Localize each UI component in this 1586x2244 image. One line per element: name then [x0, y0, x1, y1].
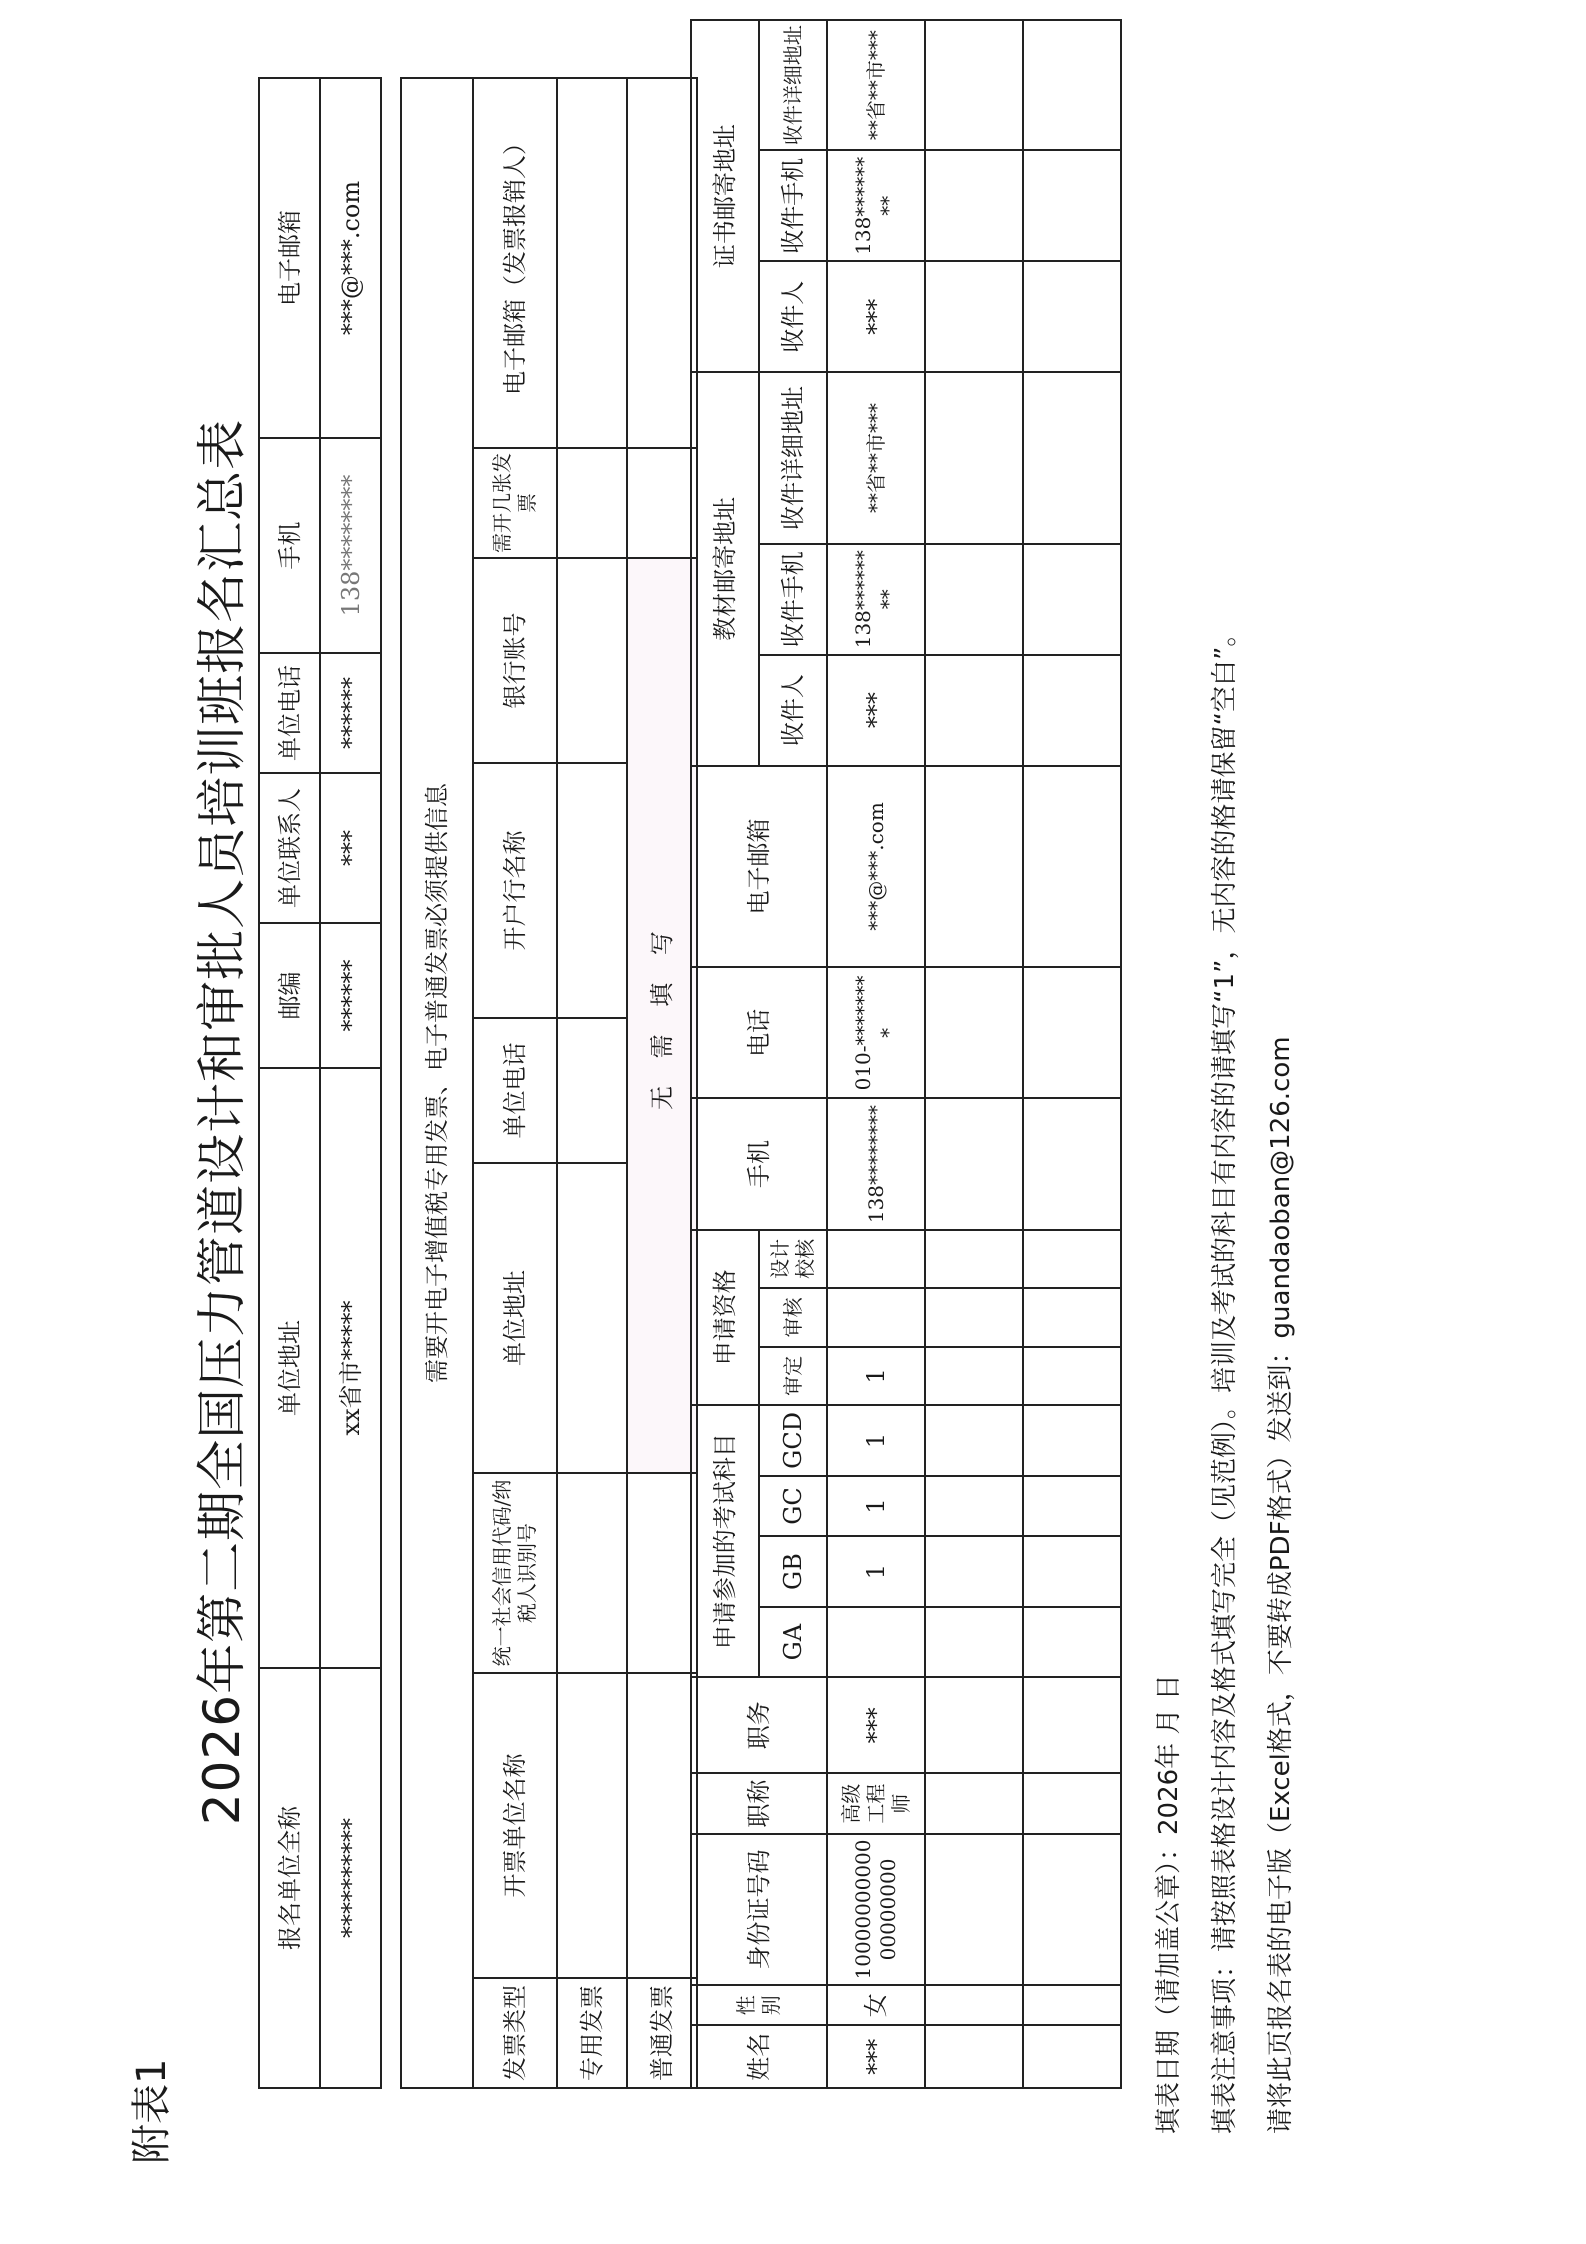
header-invoice-type: 发票类型: [473, 1978, 557, 2088]
unit-info-value-row: [320, 78, 381, 2088]
header-qualification: 申请资格: [691, 1230, 759, 1406]
empty-cell[interactable]: [1023, 372, 1121, 544]
header-id-number: 身份证号码: [691, 1834, 827, 1985]
invoice-cell[interactable]: [627, 1473, 697, 1673]
header-postcode: 邮编: [259, 923, 320, 1068]
empty-cell[interactable]: [1023, 1536, 1121, 1607]
empty-cell[interactable]: [925, 20, 1023, 150]
header-textbook-address: 教材邮寄地址: [691, 372, 759, 765]
ct-mobile-cell[interactable]: 138********: [827, 150, 925, 261]
invoice-cell[interactable]: [557, 1018, 627, 1163]
header-exam-gcd: GCD: [759, 1405, 827, 1476]
participant-id[interactable]: 1000000000000000000: [827, 1834, 925, 1985]
empty-cell[interactable]: [1023, 967, 1121, 1098]
header-tb-recipient: 收件人: [759, 655, 827, 766]
invoice-cell[interactable]: [557, 448, 627, 558]
header-unit-name: 报名单位全称: [259, 1668, 320, 2088]
header-ct-recipient: 收件人: [759, 261, 827, 372]
no-fill-note: 无 需 填 写: [627, 558, 697, 1473]
participants-header-row-1: [691, 20, 759, 2088]
unit-info-table: [258, 77, 382, 2089]
email-cell[interactable]: ***@***.com: [320, 78, 381, 438]
invoice-banner: 需要开电子增值税专用发票、电子普通发票必须提供信息: [401, 78, 473, 2088]
qual-approve-cell[interactable]: 1: [827, 1347, 925, 1406]
empty-cell[interactable]: [1023, 1098, 1121, 1229]
participant-position[interactable]: ***: [827, 1677, 925, 1773]
empty-cell[interactable]: [925, 1230, 1023, 1289]
unit-info-header-row: [259, 78, 320, 2088]
invoice-cell[interactable]: [557, 763, 627, 1018]
invoice-cell[interactable]: [557, 78, 627, 448]
empty-cell[interactable]: [925, 1288, 1023, 1347]
header-contact: 单位联系人: [259, 773, 320, 923]
empty-cell[interactable]: [1023, 544, 1121, 655]
empty-cell[interactable]: [925, 1098, 1023, 1229]
invoice-cell[interactable]: [557, 1673, 627, 1978]
header-gender: 性别: [691, 1985, 827, 2025]
ct-address-cell[interactable]: **省**市***: [827, 20, 925, 150]
empty-cell[interactable]: [1023, 1834, 1121, 1985]
postcode-cell[interactable]: ******: [320, 923, 381, 1068]
participant-gender[interactable]: 女: [827, 1985, 925, 2025]
contact-cell[interactable]: ***: [320, 773, 381, 923]
header-invoice-count: 需开几张发票: [473, 448, 557, 558]
header-tb-mobile: 收件手机: [759, 544, 827, 655]
qual-review-cell[interactable]: [827, 1288, 925, 1347]
header-invoice-phone: 单位电话: [473, 1018, 557, 1163]
empty-cell[interactable]: [925, 1985, 1023, 2025]
empty-cell[interactable]: [1023, 1773, 1121, 1834]
exam-gb-cell[interactable]: 1: [827, 1536, 925, 1607]
exam-gcd-cell[interactable]: 1: [827, 1405, 925, 1476]
invoice-cell[interactable]: [557, 1473, 627, 1673]
header-ct-mobile: 收件手机: [759, 150, 827, 261]
participant-mobile[interactable]: 138********: [827, 1098, 925, 1229]
participant-name[interactable]: ***: [827, 2025, 925, 2088]
page-title: 2026年第二期全国压力管道设计和审批人员培训班报名汇总表: [193, 418, 251, 1826]
empty-cell[interactable]: [1023, 1230, 1121, 1289]
exam-ga-cell[interactable]: [827, 1607, 925, 1678]
invoice-cell[interactable]: [627, 1673, 697, 1978]
participant-email[interactable]: ***@***.com: [827, 766, 925, 968]
header-mobile: 手机: [691, 1098, 827, 1229]
empty-cell[interactable]: [1023, 655, 1121, 766]
unit-address-cell[interactable]: xx省市*****: [320, 1068, 381, 1668]
empty-cell[interactable]: [1023, 1607, 1121, 1678]
mobile-cell[interactable]: 138********: [320, 438, 381, 653]
unit-name-cell[interactable]: **********: [320, 1668, 381, 2088]
header-email: 电子邮箱: [691, 766, 827, 968]
invoice-row-special: [557, 78, 627, 2088]
empty-cell[interactable]: [1023, 1985, 1121, 2025]
header-unit-phone: 单位电话: [259, 653, 320, 773]
header-exam-gc: GC: [759, 1476, 827, 1537]
qual-check-cell[interactable]: [827, 1230, 925, 1289]
participant-title[interactable]: 高级工程师: [827, 1773, 925, 1834]
tb-recipient-cell[interactable]: ***: [827, 655, 925, 766]
invoice-type-normal: 普通发票: [627, 1978, 697, 2088]
header-email: 电子邮箱: [259, 78, 320, 438]
empty-cell[interactable]: [925, 150, 1023, 261]
header-unit-address: 单位地址: [259, 1068, 320, 1668]
empty-cell[interactable]: [1023, 261, 1121, 372]
empty-cell[interactable]: [925, 1677, 1023, 1773]
header-exam-gb: GB: [759, 1536, 827, 1607]
participant-row-empty: [925, 20, 1023, 2088]
empty-cell[interactable]: [925, 1405, 1023, 1476]
empty-cell[interactable]: [925, 1773, 1023, 1834]
header-credit-code: 统一社会信用代码/纳税人识别号: [473, 1473, 557, 1673]
invoice-cell[interactable]: [557, 558, 627, 763]
empty-cell[interactable]: [925, 261, 1023, 372]
empty-cell[interactable]: [1023, 1347, 1121, 1406]
participant-row: [827, 20, 925, 2088]
unit-phone-cell[interactable]: ******: [320, 653, 381, 773]
empty-cell[interactable]: [1023, 20, 1121, 150]
header-qual-approve: 审定: [759, 1347, 827, 1406]
fill-instructions: 填表注意事项：请按照表格设计内容及格式填写完全（见范例）。培训及考试的科目有内容的请填写“1”，无内容的格请保留“空白”。: [1210, 620, 1240, 2134]
empty-cell[interactable]: [925, 1607, 1023, 1678]
header-exam-subjects: 申请参加的考试科目: [691, 1405, 759, 1677]
header-mobile: 手机: [259, 438, 320, 653]
header-qual-check: 设计校核: [759, 1230, 827, 1289]
empty-cell[interactable]: [1023, 1677, 1121, 1773]
header-bank-name: 开户行名称: [473, 763, 557, 1018]
header-tb-address: 收件详细地址: [759, 372, 827, 544]
empty-cell[interactable]: [925, 655, 1023, 766]
empty-cell[interactable]: [925, 1476, 1023, 1537]
empty-cell[interactable]: [925, 372, 1023, 544]
invoice-header-row: [473, 78, 557, 2088]
header-qual-review: 审核: [759, 1288, 827, 1347]
header-name: 姓名: [691, 2025, 827, 2088]
empty-cell[interactable]: [1023, 1405, 1121, 1476]
empty-cell[interactable]: [925, 967, 1023, 1098]
header-certificate-address: 证书邮寄地址: [691, 20, 759, 372]
participants-table: [690, 19, 1122, 2089]
invoice-cell[interactable]: [557, 1163, 627, 1473]
header-phone: 电话: [691, 967, 827, 1098]
invoice-row-normal: [627, 78, 697, 2088]
invoice-cell[interactable]: [627, 78, 697, 448]
header-invoice-unit-name: 开票单位名称: [473, 1673, 557, 1978]
empty-cell[interactable]: [925, 766, 1023, 968]
invoice-table: [400, 77, 698, 2089]
empty-cell[interactable]: [925, 1536, 1023, 1607]
empty-cell[interactable]: [925, 544, 1023, 655]
empty-cell[interactable]: [925, 1347, 1023, 1406]
empty-cell[interactable]: [1023, 2025, 1121, 2088]
fill-date-line: 填表日期（请加盖公章）：2026年 月 日: [1154, 1674, 1184, 2134]
header-ct-address: 收件详细地址: [759, 20, 827, 150]
empty-cell[interactable]: [1023, 1288, 1121, 1347]
participant-phone[interactable]: 010-********: [827, 967, 925, 1098]
empty-cell[interactable]: [1023, 766, 1121, 968]
empty-cell[interactable]: [925, 1834, 1023, 1985]
tb-address-cell[interactable]: **省**市***: [827, 372, 925, 544]
header-title: 职称: [691, 1773, 827, 1834]
header-position: 职务: [691, 1677, 827, 1773]
invoice-type-special: 专用发票: [557, 1978, 627, 2088]
header-invoice-address: 单位地址: [473, 1163, 557, 1473]
empty-cell[interactable]: [1023, 1476, 1121, 1537]
header-invoice-email: 电子邮箱（发票报销人）: [473, 78, 557, 448]
header-bank-account: 银行账号: [473, 558, 557, 763]
annex-label: 附表1: [129, 2058, 175, 2164]
exam-gc-cell[interactable]: 1: [827, 1476, 925, 1537]
empty-cell[interactable]: [925, 2025, 1023, 2088]
empty-cell[interactable]: [1023, 150, 1121, 261]
ct-recipient-cell[interactable]: ***: [827, 261, 925, 372]
submission-instructions: 请将此页报名表的电子版（Excel格式，不要转成PDF格式）发送到：guandaoban@126.com: [1266, 1036, 1296, 2134]
invoice-cell[interactable]: [627, 448, 697, 558]
participant-row-empty: [1023, 20, 1121, 2088]
header-exam-ga: GA: [759, 1607, 827, 1678]
tb-mobile-cell[interactable]: 138********: [827, 544, 925, 655]
